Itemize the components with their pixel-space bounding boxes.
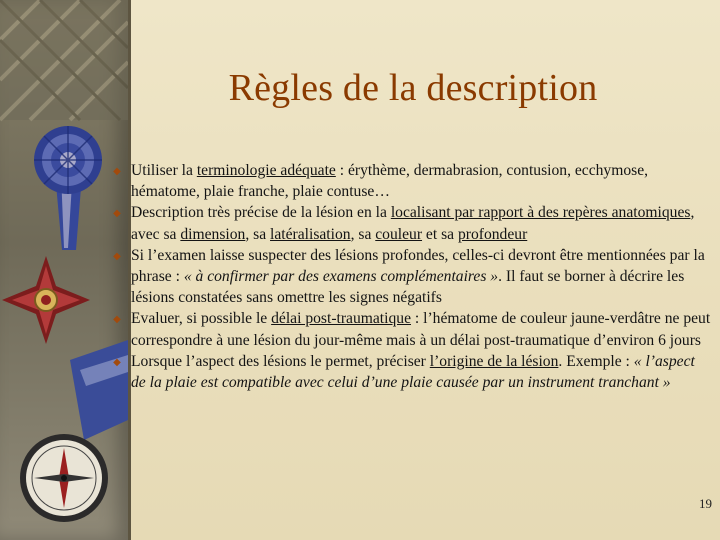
diamond-bullet-icon: ◆ (113, 208, 121, 220)
bullet-item: ◆ Lorsque l’aspect des lésions le permet, préciser l’origine de la lésion. Exemple : « l’aspect de la plaie est compatible avec celui d’une plaie causée par un instrument tranchant » (111, 351, 711, 393)
slide-title: Règles de la description (228, 67, 598, 109)
underlined-term: localisant par rapport à des repères anatomiques (390, 204, 691, 222)
italic-quote: « l’aspect de la plaie est compatible avec celui d’une plaie causée par un instrument tranchant » (131, 352, 695, 392)
bullet-list (111, 160, 711, 393)
bullet-item: ◆ Description très précise de la lésion en la localisant par rapport à des repères anatomiques, avec sa dimension, sa latéralisation, sa couleur et sa profondeur (111, 202, 711, 244)
page-number: 19 (699, 496, 712, 511)
underlined-term: terminologie adéquate (196, 162, 336, 179)
underlined-term: latéralisation (270, 225, 351, 243)
diamond-bullet-icon: ◆ (113, 250, 121, 262)
medal-compass-image (0, 0, 128, 540)
underlined-term: l’origine de la lésion (429, 352, 559, 370)
bullet-item: ◆ Evaluer, si possible le délai post-traumatique : l’hématome de couleur jaune-verdâtre ne peut correspondre à une lésion du jour-même mais à un délai post-traumatique d’environ 6 jours (111, 308, 711, 350)
diamond-bullet-icon: ◆ (113, 166, 121, 177)
underlined-term: profondeur (457, 225, 528, 243)
bullet-item: ◆ Si l’examen laisse suspecter des lésions profondes, celles-ci devront être mentionnées par la phrase : « à confirmer par des examens complémentaires ». Il faut se borner à décrire les lésions constatées sans omettre les signes négatifs (111, 245, 711, 309)
underlined-term: couleur (375, 225, 423, 243)
underlined-term: délai post-traumatique (271, 310, 411, 328)
italic-quote: « à confirmer par des examens complémentaires » (183, 268, 499, 286)
diamond-bullet-icon: ◆ (113, 356, 121, 368)
underlined-term: dimension (180, 225, 246, 243)
bullet-item: ◆ Utiliser la terminologie adéquate : érythème, dermabrasion, contusion, ecchymose, hématome, plaie franche, plaie contuse… (111, 160, 711, 202)
diamond-bullet-icon: ◆ (113, 314, 121, 326)
